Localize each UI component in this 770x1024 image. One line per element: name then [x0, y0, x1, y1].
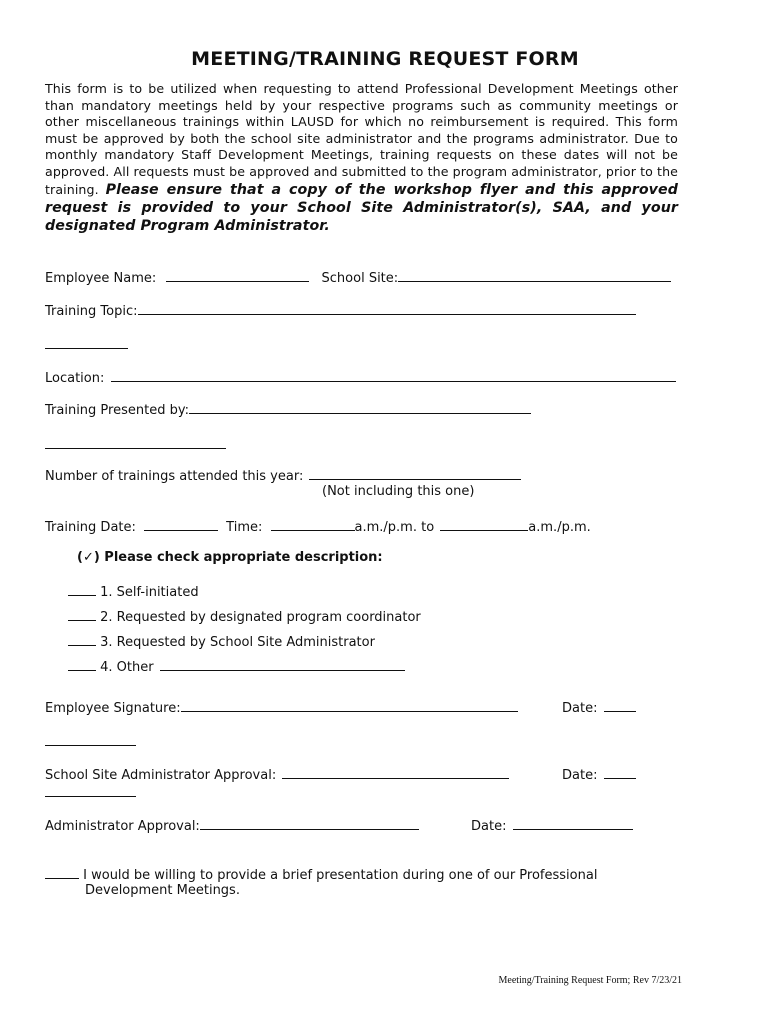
- presentation-line-2: Development Meetings.: [85, 883, 240, 898]
- employee-date-field[interactable]: [604, 699, 636, 712]
- intro-text: This form is to be utilized when requesting to attend Professional Development Meetings other than mandatory meetings held by your respective programs such as community meetings or other miscellaneous trainings within LAUSD for which no reimbursement is required. This form must be approved by both the school site administrator and the programs administrator. Due to monthly mandatory Staff Development Meetings, training requests on these dates will not be approved. All requests must be approved and submitted to the program administrator, prior to the training.: [45, 81, 678, 197]
- employee-signature-row: [45, 699, 518, 716]
- site-admin-date-row: [562, 766, 636, 783]
- trainings-attended-row: [45, 467, 521, 484]
- administrator-approval-row: [45, 817, 419, 834]
- training-topic-row: [45, 302, 636, 319]
- presented-by-field-cont[interactable]: [45, 436, 226, 449]
- checklist-option-4: 4. Other: [100, 660, 154, 675]
- employee-signature-label: Employee Signature:: [45, 701, 181, 716]
- presented-by-continuation: [45, 436, 226, 453]
- ampm-end-label: a.m./p.m.: [528, 520, 591, 535]
- employee-date-row: [562, 699, 636, 716]
- checkbox-self-initiated[interactable]: [68, 583, 96, 596]
- presentation-checkbox[interactable]: [45, 866, 79, 879]
- training-topic-continuation: [45, 336, 128, 353]
- checklist-heading: (✓) Please check appropriate description:: [77, 550, 383, 565]
- location-row: [45, 369, 676, 386]
- checklist-item: [68, 608, 421, 625]
- presented-by-field[interactable]: [189, 401, 531, 414]
- trainings-attended-field[interactable]: [309, 467, 521, 480]
- training-topic-label: Training Topic:: [45, 304, 138, 319]
- employee-signature-field[interactable]: [181, 699, 518, 712]
- employee-name-field[interactable]: [166, 269, 309, 282]
- checklist-option-1: 1. Self-initiated: [100, 585, 199, 600]
- other-description-field[interactable]: [160, 658, 405, 671]
- time-end-field[interactable]: [440, 518, 528, 531]
- site-admin-date-label: Date:: [562, 768, 598, 783]
- site-admin-signature-field[interactable]: [282, 766, 509, 779]
- ampm-to-label: a.m./p.m. to: [354, 520, 435, 535]
- employee-date-field-cont[interactable]: [45, 733, 136, 746]
- school-site-label: School Site:: [321, 271, 399, 286]
- location-field[interactable]: [111, 369, 676, 382]
- intro-emphasis: Please ensure that a copy of the workshop flyer and this approved request is provided to your School Site Administrator(s), SAA, and your designated Program Administrator.: [45, 181, 678, 234]
- presentation-line-1: I would be willing to provide a brief presentation during one of our Professional: [83, 868, 598, 883]
- administrator-date-row: [471, 817, 633, 834]
- employee-name-label: Employee Name:: [45, 271, 157, 286]
- intro-paragraph: [45, 81, 678, 235]
- checklist-option-3: 3. Requested by School Site Administrator: [100, 635, 375, 650]
- administrator-date-field[interactable]: [513, 817, 633, 830]
- administrator-signature-field[interactable]: [200, 817, 419, 830]
- checklist-item: [68, 633, 375, 650]
- location-label: Location:: [45, 371, 105, 386]
- trainings-attended-label: Number of trainings attended this year:: [45, 469, 304, 484]
- site-admin-date-field-cont[interactable]: [45, 784, 136, 797]
- footer-revision: Meeting/Training Request Form; Rev 7/23/21: [498, 975, 682, 986]
- not-including-note: (Not including this one): [322, 484, 475, 499]
- site-admin-approval-label: School Site Administrator Approval:: [45, 768, 277, 783]
- checkbox-program-coordinator[interactable]: [68, 608, 96, 621]
- site-admin-continuation: [45, 784, 136, 801]
- presented-by-row: [45, 401, 531, 418]
- training-date-field[interactable]: [144, 518, 218, 531]
- administrator-approval-label: Administrator Approval:: [45, 819, 200, 834]
- employee-name-row: [45, 269, 671, 286]
- checkbox-site-administrator[interactable]: [68, 633, 96, 646]
- training-date-row: [45, 518, 591, 535]
- employee-signature-continuation: [45, 733, 136, 750]
- school-site-field[interactable]: [398, 269, 671, 282]
- site-admin-date-field[interactable]: [604, 766, 636, 779]
- training-date-label: Training Date:: [45, 520, 136, 535]
- training-topic-field-cont[interactable]: [45, 336, 128, 349]
- training-topic-field[interactable]: [138, 302, 636, 315]
- checkbox-other[interactable]: [68, 658, 96, 671]
- form-title: MEETING/TRAINING REQUEST FORM: [191, 48, 579, 70]
- employee-date-label: Date:: [562, 701, 598, 716]
- presented-by-label: Training Presented by:: [45, 403, 189, 418]
- time-start-field[interactable]: [271, 518, 355, 531]
- administrator-date-label: Date:: [471, 819, 507, 834]
- presentation-row: [45, 866, 597, 883]
- checklist-item: [68, 658, 405, 675]
- site-admin-approval-row: [45, 766, 509, 783]
- checklist-item: [68, 583, 199, 600]
- checklist-option-2: 2. Requested by designated program coordinator: [100, 610, 421, 625]
- time-label: Time:: [226, 520, 263, 535]
